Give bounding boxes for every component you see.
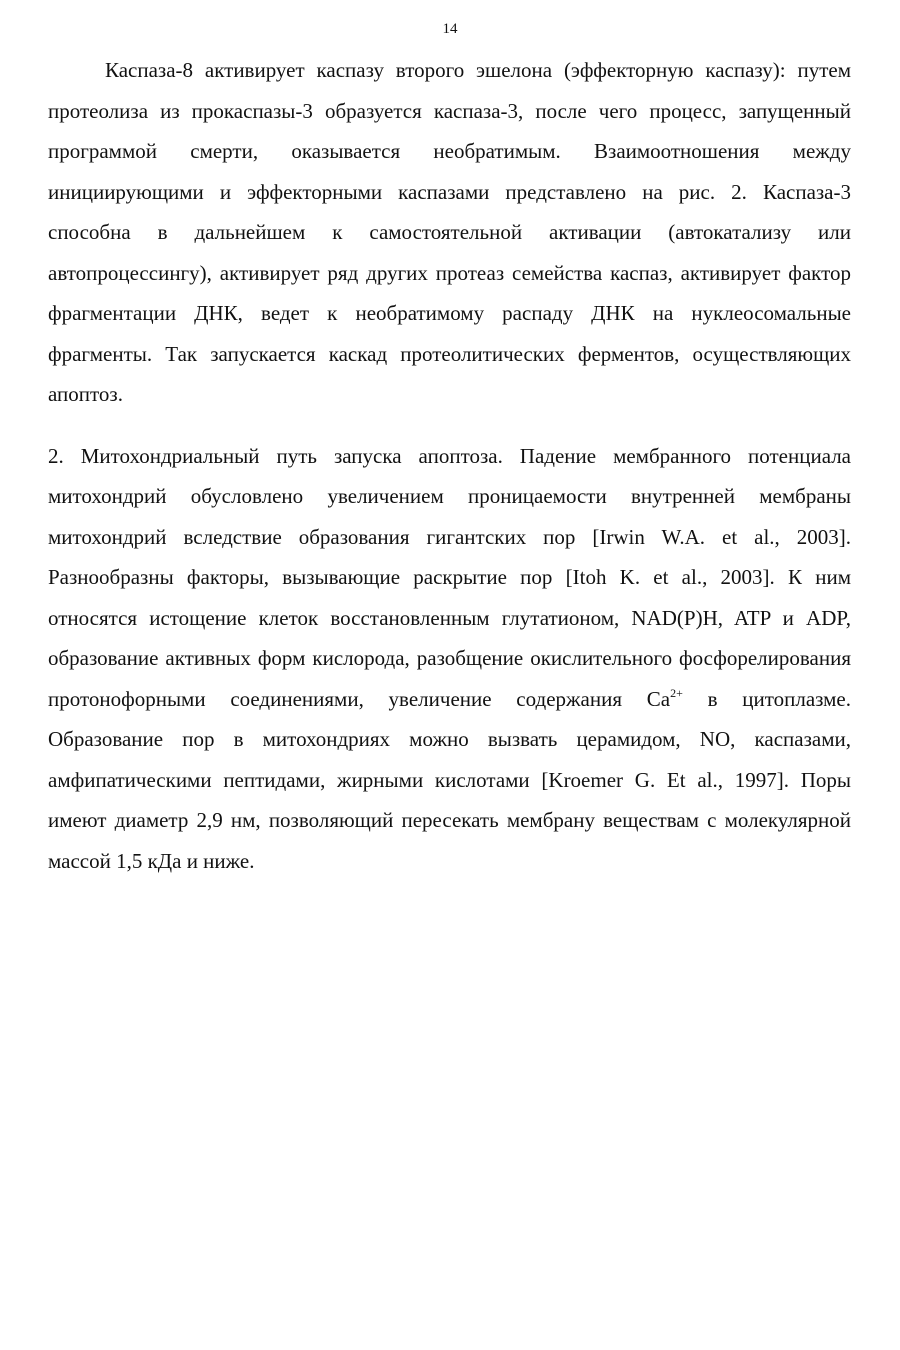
paragraph-mitochondrial-text-1: 2. Митохондриальный путь запуска апоптоза. Падение мембранного потенциала митохондрий обусловлено увеличением проницаемости внутренней мембраны митохондрий вследствие образования гигантских пор [Irwin W.A. et al., 2003]. Разнообразны факторы, вызывающие раскрытие пор [Itoh K. et al., 2003]. К ним относятся истощение клеток восстановленным глутатионом, NAD(P)H, ATP и ADP, образование активных форм кислорода, разобщение окислительного фосфорелирования протонофорными соединениями, увеличение содержания Ca: [48, 443, 851, 711]
document-body: [48, 50, 851, 881]
paragraph-caspase-cascade: Каспаза-8 активирует каспазу второго эшелона (эффекторную каспазу): путем протеолиза из прокаспазы-3 образуется каспаза-3, после чего процесс, запущенный программой смерти, оказывается необратимым. Взаимоотношения между инициирующими и эффекторными каспазами представлено на рис. 2. Каспаза-3 способна в дальнейшем к самостоятельной активации (автокатализу или автопроцессингу), активирует ряд других протеаз семейства каспаз, активирует фактор фрагментации ДНК, ведет к необратимому распаду ДНК на нуклеосомальные фрагменты. Так запускается каскад протеолитических ферментов, осуществляющих апоптоз.: [48, 58, 851, 406]
page-number: 14: [442, 21, 458, 37]
paragraph-mitochondrial-pathway: [48, 436, 851, 882]
calcium-charge-superscript: 2+: [670, 685, 683, 700]
paragraph-mitochondrial-text-2: в цитоплазме. Образование пор в митохондриях можно вызвать церамидом, NO, каспазами, амфипатическими пептидами, жирными кислотами [Kroemer G. Et al., 1997]. Поры имеют диаметр 2,9 нм, позволяющий пересекать мембрану веществам с молекулярной массой 1,5 кДа и ниже.: [48, 686, 851, 873]
